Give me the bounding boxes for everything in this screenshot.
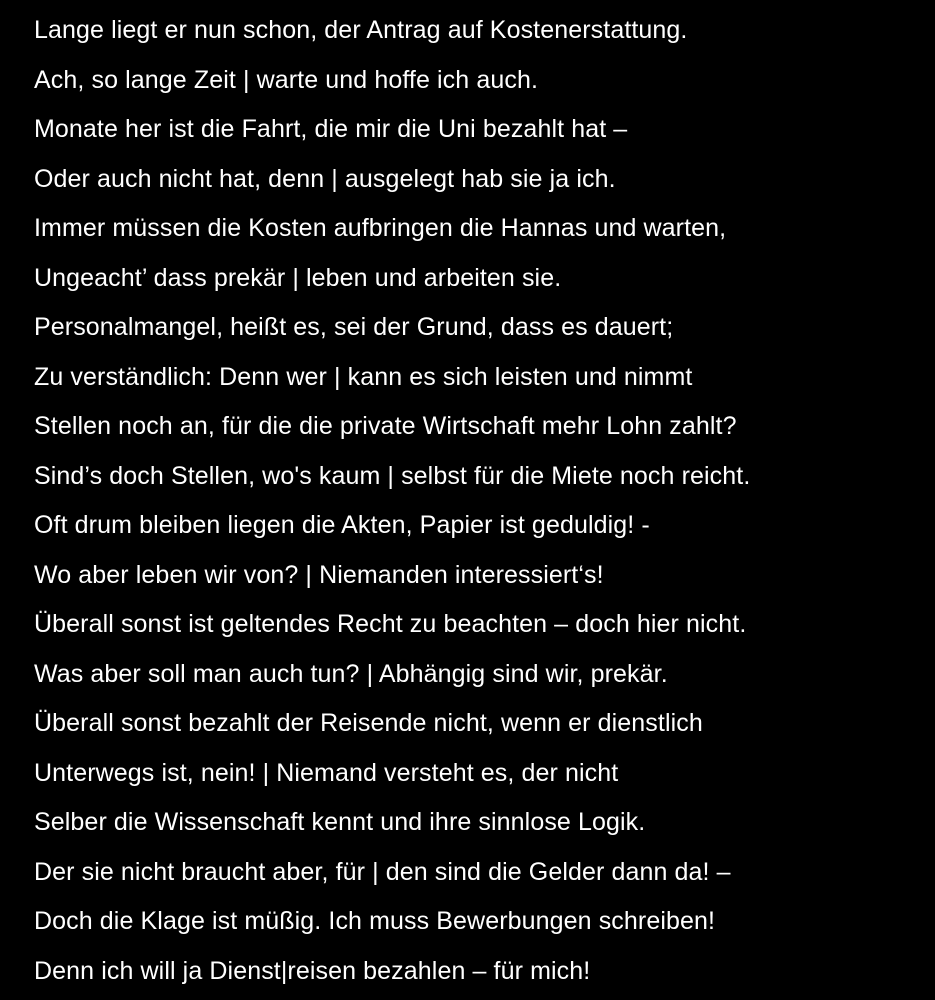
poem-line: Unterwegs ist, nein! | Niemand versteht es, der nicht [34, 758, 619, 787]
poem-line: Monate her ist die Fahrt, die mir die Uni bezahlt hat – [34, 115, 628, 143]
poem-line: Lange liegt er nun schon, der Antrag auf Kostenerstattung. [34, 16, 688, 44]
poem-line: Stellen noch an, für die die private Wirtschaft mehr Lohn zahlt? [34, 412, 737, 440]
poem-line: Der sie nicht braucht aber, für | den sind die Gelder dann da! – [34, 857, 731, 886]
poem-line: Immer müssen die Kosten aufbringen die Hannas und warten, [34, 214, 727, 242]
poem-line: Was aber soll man auch tun? | Abhängig sind wir, prekär. [34, 659, 668, 688]
poem-line: Überall sonst bezahlt der Reisende nicht, wenn er dienstlich [34, 709, 703, 737]
poem-line: Denn ich will ja Dienst|reisen bezahlen – für mich! [34, 956, 591, 985]
poem-line: Überall sonst ist geltendes Recht zu beachten – doch hier nicht. [34, 610, 747, 638]
poem-line: Selber die Wissenschaft kennt und ihre sinnlose Logik. [34, 808, 646, 836]
poem-line: Ach, so lange Zeit | warte und hoffe ich auch. [34, 65, 538, 94]
poem-line: Oft drum bleiben liegen die Akten, Papier ist geduldig! - [34, 511, 650, 539]
poem-line: Personalmangel, heißt es, sei der Grund, dass es dauert; [34, 313, 674, 341]
poem-line: Doch die Klage ist müßig. Ich muss Bewerbungen schreiben! [34, 907, 716, 935]
poem-line: Wo aber leben wir von? | Niemanden interessiert‘s! [34, 560, 604, 589]
poem-line: Oder auch nicht hat, denn | ausgelegt hab sie ja ich. [34, 164, 616, 193]
poem-line: Ungeacht’ dass prekär | leben und arbeiten sie. [34, 263, 562, 292]
poem-text [34, 6, 929, 996]
poem-line: Zu verständlich: Denn wer | kann es sich leisten und nimmt [34, 362, 693, 391]
poem-line: Sind’s doch Stellen, wo's kaum | selbst für die Miete noch reicht. [34, 461, 751, 490]
